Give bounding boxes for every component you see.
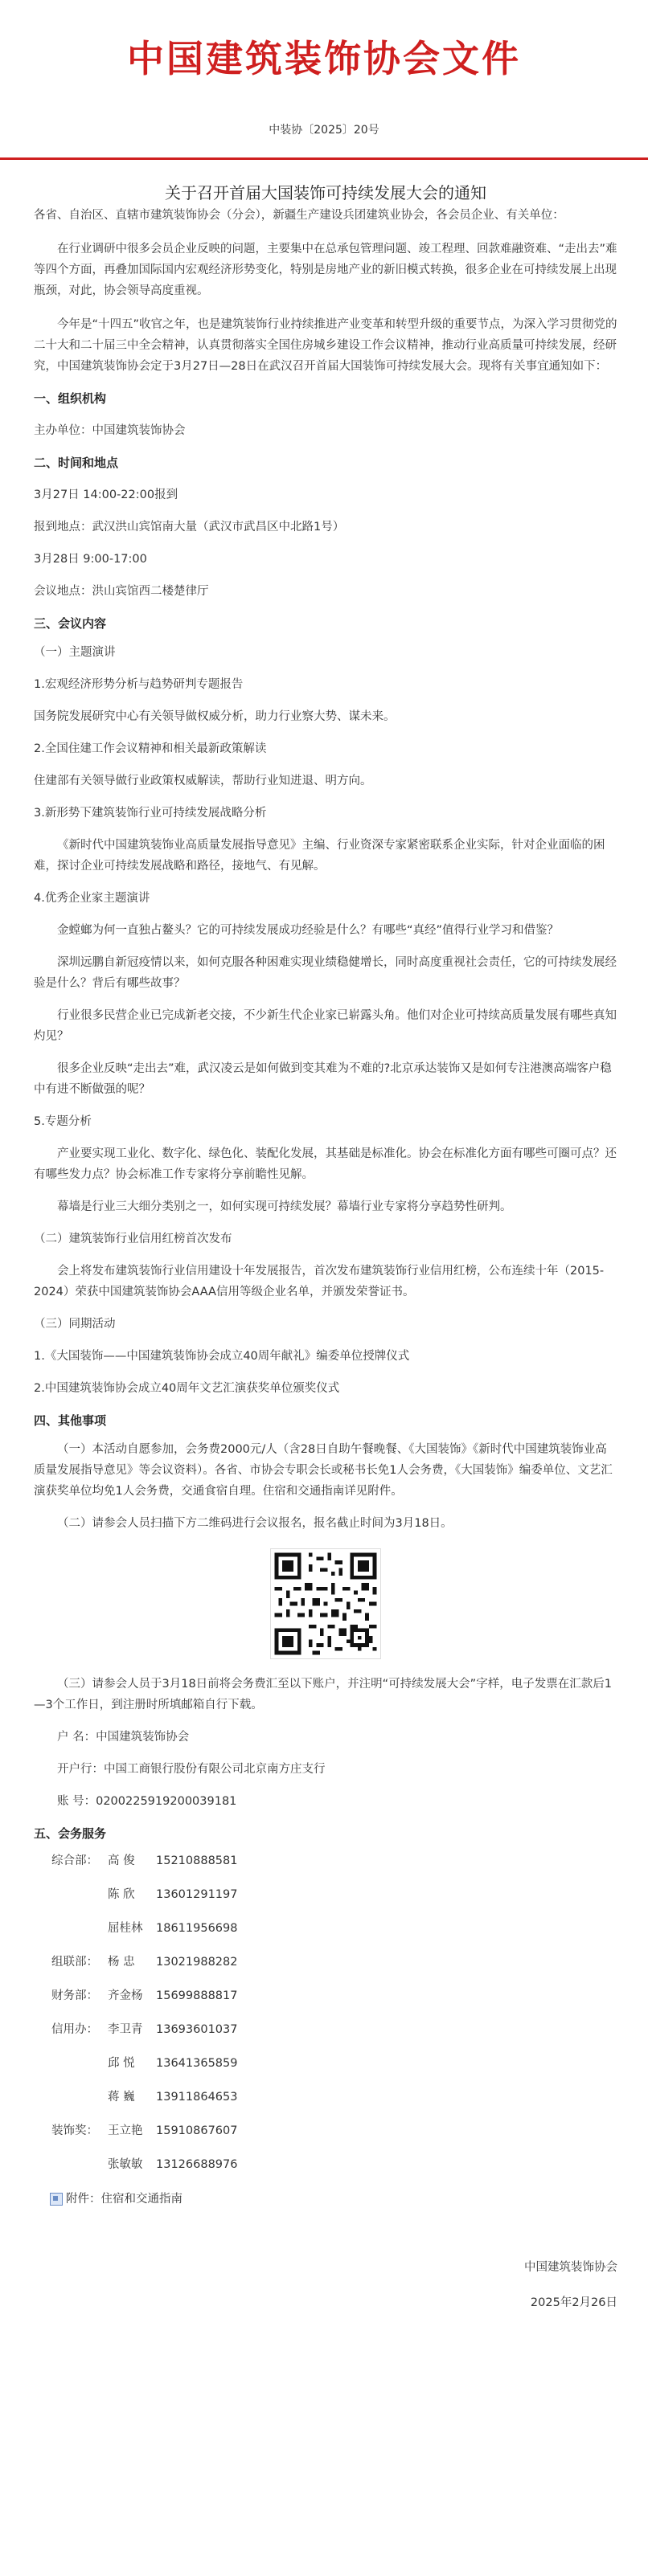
attachment-link[interactable] xyxy=(50,2188,617,2210)
contact-row xyxy=(51,2080,617,2114)
keynote-item-3-desc: 《新时代中国建筑装饰业高质量发展指导意见》主编、行业资深专家紧密联系企业实际，针对企业面临的困难，探讨企业可持续发展战略和路径，接地气、有见解。 xyxy=(34,839,605,873)
organizer-line: 主办单位：中国建筑装饰协会 xyxy=(34,424,186,437)
contact-row xyxy=(51,1878,617,1912)
contact-row xyxy=(51,2148,617,2181)
section-heading-services: 五、会务服务 xyxy=(34,1826,107,1841)
attachment-icon xyxy=(50,2193,63,2206)
contact-name: 蒋 巍 xyxy=(108,2091,135,2104)
contact-phone: 15699888817 xyxy=(156,1989,238,2002)
section-heading-other: 四、其他事项 xyxy=(34,1413,107,1428)
account-number: 账 号：0200225919200039181 xyxy=(57,1795,237,1808)
subheading-side-events: （三）同期活动 xyxy=(34,1318,116,1331)
keynote-item-5-desc-1: 产业要实现工业化、数字化、绿色化、装配化发展，其基础是标准化。协会在标准化方面有哪些可圈可点？还有哪些发力点？协会标准工作专家将分享前瞻性见解。 xyxy=(34,1147,617,1181)
keynote-item-4-desc-3: 行业很多民营企业已完成新老交接，不少新生代企业家已崭露头角。他们对企业可持续高质量发展有哪些真知灼见？ xyxy=(34,1009,617,1043)
attachment-label: 附件：住宿和交通指南 xyxy=(66,2193,183,2206)
contact-phone: 15910867607 xyxy=(156,2124,238,2137)
section-heading-time-place: 二、时间和地点 xyxy=(34,456,119,470)
subheading-keynote: （一）主题演讲 xyxy=(34,646,116,659)
contact-table xyxy=(51,1844,617,2181)
document-number: 中装协〔2025〕20号 xyxy=(269,124,379,137)
keynote-item-5-desc-2: 幕墙是行业三大细分类别之一，如何实现可持续发展？幕墙行业专家将分享趋势性研判。 xyxy=(57,1200,512,1213)
keynote-item-4-desc-4: 很多企业反映“走出去”难，武汉凌云是如何做到变其难为不难的?北京承达装饰又是如何专注港澳高端客户稳中有进不断做强的呢？ xyxy=(34,1062,612,1096)
contact-name: 邱 悦 xyxy=(108,2057,135,2070)
signature-date: 2025年2月26日 xyxy=(530,2296,617,2309)
account-bank: 开户行：中国工商银行股份有限公司北京南方庄支行 xyxy=(57,1763,326,1776)
contact-dept: 组联部： xyxy=(51,1956,98,1969)
contact-name: 屈桂林 xyxy=(108,1922,143,1935)
intro-paragraph-1: 在行业调研中很多会员企业反映的问题，主要集中在总承包管理问题、竣工程理、回款难融资难、“走出去”难等四个方面，再叠加国际国内宏观经济形势变化，特别是房地产业的新旧模式转换，很多企业在可持续发展上出现瓶颈，对此，协会领导高度重视。 xyxy=(34,243,617,297)
contact-dept: 装饰奖： xyxy=(51,2124,98,2137)
contact-dept: 综合部： xyxy=(51,1854,98,1867)
keynote-item-4: 4.优秀企业家主题演讲 xyxy=(34,892,150,905)
contact-phone: 13693601037 xyxy=(156,2023,238,2036)
intro-paragraph-2: 今年是“十四五”收官之年，也是建筑装饰行业持续推进产业变革和转型升级的重要节点，为深入学习贯彻党的二十大和二十届三中全会精神，认真贯彻落实全国住房城乡建设工作会议精神，推动行业高质量可持续发展，经研究，中国建筑装饰协会定于3月27日—28日在武汉召开首届大国装饰可持续发展大会。现将有关事宜通知如下： xyxy=(34,318,617,373)
keynote-item-2: 2.全国住建工作会议精神和相关最新政策解读 xyxy=(34,742,267,755)
meeting-place: 会议地点：洪山宾馆西二楼楚律厅 xyxy=(34,585,209,598)
contact-dept xyxy=(51,1912,108,1945)
contact-dept: 财务部： xyxy=(51,1989,98,2002)
contact-dept xyxy=(51,2148,108,2181)
contact-dept xyxy=(51,2046,108,2080)
contact-name: 陈 欣 xyxy=(108,1888,135,1901)
keynote-item-2-desc: 住建部有关领导做行业政策权威解读，帮助行业知进退、明方向。 xyxy=(34,775,372,787)
keynote-item-4-desc-1: 金螳螂为何一直独占鳌头？它的可持续发展成功经验是什么？有哪些“真经”值得行业学习和借鉴？ xyxy=(57,924,560,937)
keynote-item-5: 5.专题分析 xyxy=(34,1115,92,1128)
checkin-date: 3月27日 14:00-22:00报到 xyxy=(34,489,178,501)
contact-phone: 13021988282 xyxy=(156,1956,238,1969)
document-body xyxy=(0,181,648,2313)
contact-row xyxy=(51,2013,617,2046)
credit-list-desc: 会上将发布建筑装饰行业信用建设十年发展报告，首次发布建筑装饰行业信用红榜，公布连续十年（2015-2024）荣获中国建筑装饰协会AAA信用等级企业名单，并颁发荣誉证书。 xyxy=(34,1265,605,1298)
section-heading-content: 三、会议内容 xyxy=(34,616,107,631)
notice-title: 关于召开首届大国装饰可持续发展大会的通知 xyxy=(165,183,486,202)
contact-row xyxy=(51,2046,617,2080)
keynote-item-1-desc: 国务院发展研究中心有关领导做权威分析，助力行业察大势、谋未来。 xyxy=(34,710,396,723)
side-event-2: 2.中国建筑装饰协会成立40周年文艺汇演获奖单位颁奖仪式 xyxy=(34,1382,340,1395)
contact-name: 杨 忠 xyxy=(108,1956,135,1969)
contact-name: 张敏敏 xyxy=(108,2158,143,2171)
contact-phone: 18611956698 xyxy=(156,1922,238,1935)
contact-row xyxy=(51,1912,617,1945)
signature-org: 中国建筑装饰协会 xyxy=(524,2261,617,2274)
contact-row xyxy=(51,2114,617,2148)
account-name: 户 名：中国建筑装饰协会 xyxy=(57,1731,190,1744)
contact-phone: 13126688976 xyxy=(156,2158,238,2171)
contact-row xyxy=(51,1844,617,1878)
contact-name: 李卫青 xyxy=(108,2023,143,2036)
section-heading-organization: 一、组织机构 xyxy=(34,391,107,406)
contact-phone: 13911864653 xyxy=(156,2091,238,2104)
contact-dept xyxy=(51,2080,108,2114)
other-item-3: （三）请参会人员于3月18日前将会务费汇至以下账户，并注明“可持续发展大会”字样，电子发票在汇款后1—3个工作日，到注册时所填邮箱自行下载。 xyxy=(34,1678,612,1711)
checkin-place: 报到地点：武汉洪山宾馆南大量（武汉市武昌区中北路1号） xyxy=(34,521,345,534)
side-event-1: 1.《大国装饰——中国建筑装饰协会成立40周年献礼》编委单位授牌仪式 xyxy=(34,1350,410,1363)
red-divider xyxy=(0,157,648,160)
contact-dept xyxy=(51,1878,108,1912)
contact-name: 王立艳 xyxy=(108,2124,143,2137)
registration-qr-code[interactable] xyxy=(270,1548,381,1659)
contact-phone: 13601291197 xyxy=(156,1888,238,1901)
contact-name: 高 俊 xyxy=(108,1854,135,1867)
subheading-credit-list: （二）建筑装饰行业信用红榜首次发布 xyxy=(34,1233,232,1245)
other-item-2: （二）请参会人员扫描下方二维码进行会议报名，报名截止时间为3月18日。 xyxy=(57,1517,453,1530)
contact-name: 齐金杨 xyxy=(108,1989,143,2002)
other-item-1: （一）本活动自愿参加，会务费2000元/人（含28日自助午餐晚餐、《大国装饰》《新时代中国建筑装饰业高质量发展指导意见》等会议资料）。各省、市协会专职会长或秘书长免1人会务费，《大国装饰》编委单位、文艺汇演获奖单位均免1人会务费，交通食宿自理。住宿和交通指南详见附件。 xyxy=(34,1443,613,1498)
contact-row xyxy=(51,1945,617,1979)
contact-row xyxy=(51,1979,617,2013)
addressee: 各省、自治区、直辖市建筑装饰协会（分会），新疆生产建设兵团建筑业协会，各会员企业、有关单位： xyxy=(34,209,564,222)
keynote-item-1: 1.宏观经济形势分析与趋势研判专题报告 xyxy=(34,678,244,691)
keynote-item-3: 3.新形势下建筑装饰行业可持续发展战略分析 xyxy=(34,807,267,820)
header-title: 中国建筑装饰协会文件 xyxy=(127,37,521,80)
contact-phone: 15210888581 xyxy=(156,1854,238,1867)
contact-dept: 信用办： xyxy=(51,2023,98,2036)
keynote-item-4-desc-2: 深圳远鹏自新冠疫情以来，如何克服各种困难实现业绩稳健增长，同时高度重视社会责任，它的可持续发展经验是什么？背后有哪些故事？ xyxy=(34,956,617,990)
meeting-date: 3月28日 9:00-17:00 xyxy=(34,553,147,566)
contact-phone: 13641365859 xyxy=(156,2057,238,2070)
